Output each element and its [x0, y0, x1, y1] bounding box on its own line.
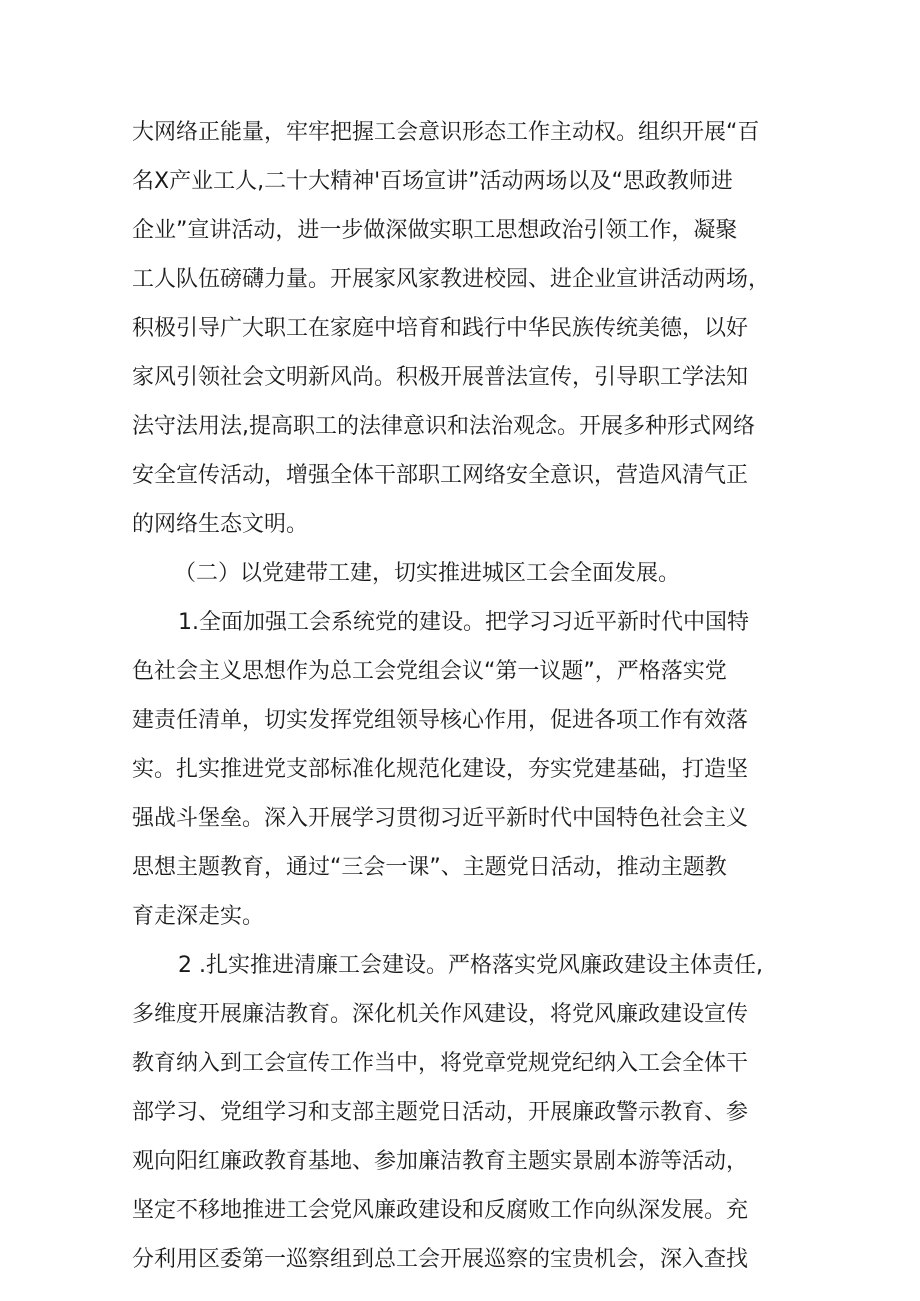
paragraph-line: 安全宣传活动，增强全体干部职工网络安全意识，营造风清气正 — [132, 463, 749, 488]
paragraph-line: 工人队伍磅礴力量。开展家风家教进校园、进企业宣讲活动两场， — [132, 267, 771, 292]
paragraph-line: 部学习、党组学习和支部主题党日活动，开展廉政警示教育、参 — [132, 1100, 749, 1125]
paragraph-line: 教育纳入到工会宣传工作当中，将党章党规党纪纳入工会全体干 — [132, 1051, 749, 1076]
paragraph-line: 的网络生态文明。 — [132, 512, 309, 537]
section-heading: （二）以党建带工建，切实推进城区工会全面发展。 — [174, 561, 681, 586]
paragraph-line: 大网络正能量，牢牢把握工会意识形态工作主动权。组织开展“百 — [132, 120, 760, 145]
paragraph-line: 多维度开展廉洁教育。深化机关作风建设，将党风廉政建设宣传 — [132, 1002, 749, 1027]
paragraph-line: 家风引领社会文明新风尚。积极开展普法宣传，引导职工学法知 — [132, 365, 749, 390]
paragraph-line: 实。扎实推进党支部标准化规范化建设，夯实党建基础，打造坚 — [132, 757, 749, 782]
document-body — [132, 108, 804, 1284]
paragraph-line: 建责任清单，切实发挥党组领导核心作用，促进各项工作有效落 — [132, 708, 749, 733]
item-first-line: 1.全面加强工会系统党的建设。把学习习近平新时代中国特 — [178, 610, 749, 635]
paragraph-line: 色社会主义思想作为总工会党组会议“第一议题”，严格落实党 — [132, 659, 727, 684]
item-first-line: 2 .扎实推进清廉工会建设。严格落实党风廉政建设主体责任, — [178, 953, 763, 978]
paragraph-line: 名X产业工人,二十大精神'百场宣讲”活动两场以及“思政教师进 — [132, 169, 733, 194]
paragraph-line: 育走深走实。 — [132, 904, 265, 929]
paragraph-line: 坚定不移地推进工会党风廉政建设和反腐败工作向纵深发展。充 — [132, 1198, 749, 1223]
paragraph-line: 分利用区委第一巡察组到总工会开展巡察的宝贵机会，深入查找 — [132, 1247, 749, 1272]
paragraph-line: 法守法用法,提高职工的法律意识和法治观念。开展多种形式网络 — [132, 414, 755, 439]
paragraph-line: 强战斗堡垒。深入开展学习贯彻习近平新时代中国特色社会主义 — [132, 806, 749, 831]
paragraph-line: 企业”宣讲活动，进一步做深做实职工思想政治引领工作，凝聚 — [132, 218, 738, 243]
paragraph-line: 思想主题教育，通过“三会一课”、主题党日活动，推动主题教 — [132, 855, 727, 880]
paragraph-line: 积极引导广大职工在家庭中培育和践行中华民族传统美德，以好 — [132, 316, 749, 341]
paragraph-line: 观向阳红廉政教育基地、参加廉洁教育主题实景剧本游等活动， — [132, 1149, 749, 1174]
